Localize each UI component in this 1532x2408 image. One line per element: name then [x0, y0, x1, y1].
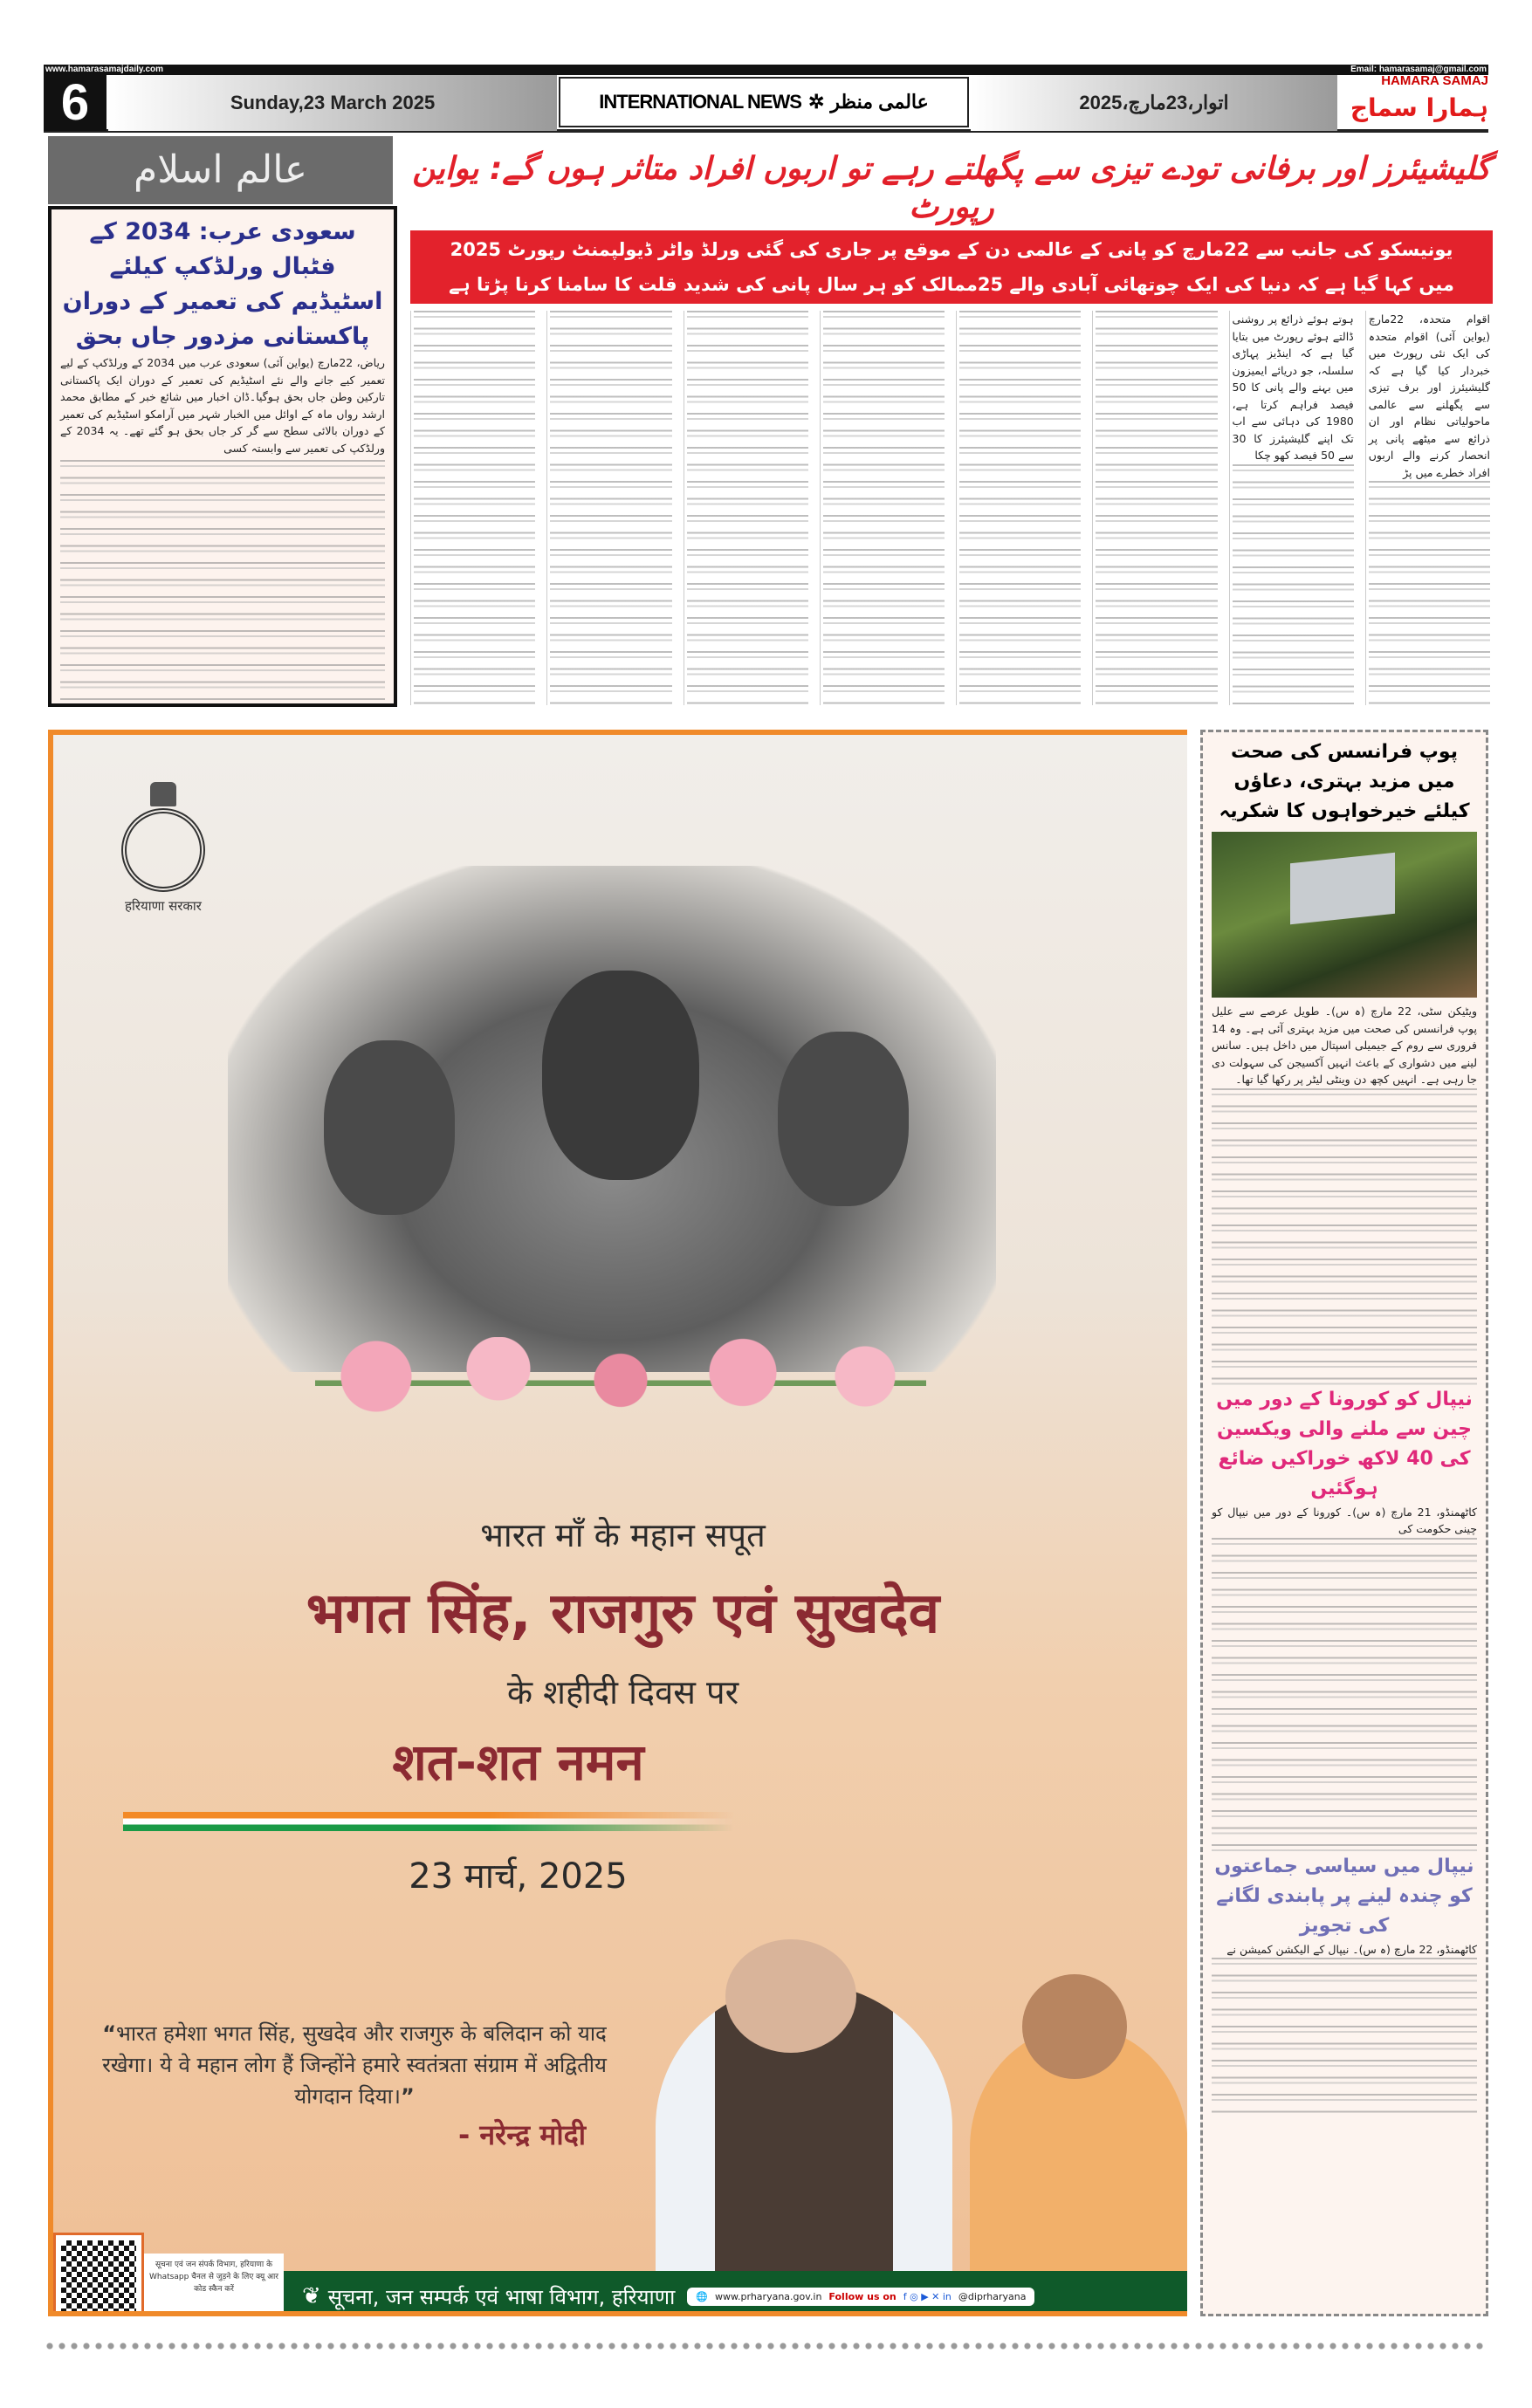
globe-icon: 🌐 [696, 2290, 709, 2302]
ad-tribute: शत-शत नमन [392, 1732, 644, 1792]
flower-garland [315, 1337, 926, 1416]
right-column [1200, 730, 1488, 2316]
nepal-vaccine-headline: نیپال کو کورونا کے دور میں چین سے ملنے والی ویکسین کی 40 لاکھ خوراکیں ضائع ہوگئیں [1216, 1388, 1473, 1499]
govt-label: हरियाणा सरकार [125, 898, 202, 914]
column [820, 311, 947, 705]
lead-article-columns [410, 311, 1493, 705]
qr-caption: सूचना एवं जन संपर्क विभाग, हरियाणा के Whatsapp चैनल से जुड़ने के लिए क्यू आर कोड स्कैन करें [144, 2254, 284, 2315]
pope-body: ویٹیکن سٹی، 22 مارچ (ہ س)۔ طویل عرصے سے علیل پوپ فرانسس کی صحت میں مزید بہتری آئی ہے۔ وہ 14 فروری سے روم کے جیمیلی اسپتال میں داخل ہیں۔ سانس لینے میں دشواری کے باعث انہیں آکسیجن کی سہولت دی جا رہی ہے۔ انہیں کچھ دن وینٹی لیٹر پر رکھا گیا تھا۔ [1212, 1005, 1477, 1086]
social-icons: f ◎ ▶ ✕ in [903, 2290, 951, 2302]
nepal-politics-body: کاٹھمنڈو، 22 مارچ (ہ س)۔ نیپال کے الیکشن کمیشن نے [1226, 1942, 1477, 1956]
portrait [542, 971, 699, 1180]
date-english: Sunday,23 March 2025 [108, 75, 557, 131]
column [1092, 311, 1219, 705]
pope-headline: پوپ فرانسس کی صحت میں مزید بہتری، دعاؤں کیلئے خیرخواہوں کا شکریہ [1219, 741, 1470, 822]
masthead [44, 75, 1488, 133]
ad-date: 23 मार्च, 2025 [409, 1856, 628, 1897]
martyrs-photo [228, 866, 996, 1372]
quote-text: भारत हमेशा भगत सिंह, सुखदेव और राजगुरु के बलिदान को याद रखेगा। ये वे महान लोग हैं जिन्होंने हमारे स्वतंत्रता संग्राम में अद्वितीय योगदान दिया। [102, 2021, 607, 2109]
section-banner: عالم اسلام [48, 136, 393, 204]
article-body: ریاض، 22مارچ (یواین آئی) سعودی عرب میں 2034 کے ورلڈکپ کے لیے تعمیر کیے جانے والے نئے اسٹیڈیم کی تعمیر کے دوران ایک پاکستانی تارکین وطن جاں بحق ہوگیا۔ڈان اخبار میں شائع خبر کے مطابق محمد ارشد رواں ماہ کے اوائل میں الخبار شہر میں آرامکو اسٹیڈیم کی تعمیر کے دوران بالائی سطح سے گر کر جاں بحق ہو گئے تھے۔ یہ 2034 کے ورلڈکپ کی تعمیر سے وابستہ کسی [60, 356, 385, 455]
text-block [1212, 1538, 1477, 1852]
tricolor-stripe [123, 1812, 734, 1831]
ad-line1: भारत माँ के महान सपूत [480, 1516, 766, 1554]
leaf-icon: ❦ [302, 2283, 321, 2309]
department-name: सूचना, जन सम्पर्क एवं भाषा विभाग, हरियाणा [327, 2284, 676, 2309]
website-link[interactable]: www.prharyana.gov.in [715, 2290, 822, 2302]
ad-line3: के शहीदी दिवस पर [506, 1673, 739, 1712]
date-urdu: اتوار،23مارچ،2025 [971, 75, 1337, 131]
top-strip [44, 65, 1488, 75]
page-number: 6 [44, 75, 106, 131]
nepal-vaccine-body: کاٹھمنڈو، 21 مارچ (ہ س)۔ کورونا کے دور میں نیپال کو چینی حکومت کی [1212, 1505, 1477, 1535]
ashoka-emblem-icon [150, 782, 176, 806]
column [1365, 311, 1493, 705]
section-title-en: INTERNATIONAL NEWS [599, 91, 801, 113]
column [956, 311, 1083, 705]
lead-subheadline [410, 230, 1493, 304]
column-text: ہوتے ہوئے ذرائع پر روشنی ڈالتے ہوئے رپورٹ میں بتایا گیا ہے کہ اینڈیز پہاڑی سلسلہ، جو دریائے ایمیزون میں بہنے والے پانی کا 50 فیصد فراہم کرتا ہے، 1980 کی دہائی سے اب تک اپنے گلیشیئرز کا 30 سے 50 فیصد کھو چکا [1232, 312, 1354, 462]
lead-headline [410, 150, 1493, 227]
article-saudi [48, 206, 397, 707]
qr-code[interactable] [53, 2233, 144, 2316]
quote-author: - नरेन्द्र मोदी [458, 2118, 586, 2151]
social-links [687, 2288, 1034, 2306]
nepal-politics-headline: نیپال میں سیاسی جماعتوں کو چندہ لینے پر پابندی لگانے کی تجویز [1214, 1855, 1474, 1937]
section-title-ur: عالمی منظر [830, 91, 929, 113]
text-block [1212, 1088, 1477, 1385]
article-headline: سعودی عرب: 2034 کے فٹبال ورلڈکپ کیلئے اسٹیڈیم کی تعمیر کے دوران پاکستانی مزدور جاں بحق [62, 218, 383, 350]
lead-headline-text: گلیشیئرز اور برفانی تودے تیزی سے پگھلتے رہے تو اربوں افراد متاثر ہوں گے: یواین رپورٹ [412, 151, 1491, 225]
follow-label: Follow us on [828, 2290, 897, 2302]
haryana-emblem [111, 782, 216, 915]
column [1229, 311, 1357, 705]
advertisement-haryana [48, 730, 1187, 2316]
logo-ur: ہمارا سماج [1350, 93, 1488, 122]
subheadline-line: میں کہا گیا ہے کہ دنیا کی ایک چوتھائی آبادی والے 25ممالک کو ہر سال پانی کی شدید قلت کا سامنا کرنا پڑتا ہے [449, 274, 1454, 295]
social-handle[interactable]: @diprharyana [958, 2290, 1027, 2302]
text-block [1212, 1958, 1477, 2115]
ad-names: भगत सिंह, राजगुरु एवं सुखदेव [306, 1581, 940, 1646]
column-text: اقوام متحدہ، 22مارچ (یواین آئی) اقوام متحدہ کی ایک نئی رپورٹ میں خبردار کیا گیا ہے کہ گلیشیئرز اور برف تیزی سے پگھلنے سے عالمی ماحولیاتی نظام اور ان ذرائع سے میٹھے پانی پر انحصار کرنے والے اربوں افراد خطرے میں پڑ [1368, 312, 1490, 479]
bottom-dot-border [44, 2342, 1488, 2350]
text-block [60, 460, 385, 707]
star-icon: ✲ [807, 91, 824, 113]
email-text: Email: hamarasamaj@gmail.com [1350, 65, 1487, 74]
logo-en: HAMARA SAMAJ [1381, 73, 1488, 88]
column [684, 311, 811, 705]
portrait [778, 1032, 909, 1206]
section-title [559, 77, 969, 127]
face [725, 1939, 856, 2053]
newspaper-logo [1344, 73, 1488, 131]
ad-quote: “भारत हमेशा भगत सिंह, सुखदेव और राजगुरु के बलिदान को याद रखेगा। ये वे महान लोग हैं जिन्होंने हमारे स्वतंत्रता संग्राम में अद्वितीय योगदान दिया।” - नरेन्द्र मोदी [97, 2018, 612, 2154]
pope-photo [1212, 832, 1477, 998]
subheadline-line: یونیسکو کی جانب سے 22مارچ کو پانی کے عالمی دن کے موقع پر جاری کی گئی ورلڈ واٹر ڈیولپمنٹ رپورٹ 2025 [450, 239, 1453, 260]
column [410, 311, 538, 705]
face [1022, 1974, 1127, 2079]
column [546, 311, 674, 705]
website-text: www.hamarasamajdaily.com [45, 65, 164, 74]
portrait [324, 1040, 455, 1215]
seal-icon [121, 808, 205, 892]
leaders-photo [629, 1948, 1187, 2271]
